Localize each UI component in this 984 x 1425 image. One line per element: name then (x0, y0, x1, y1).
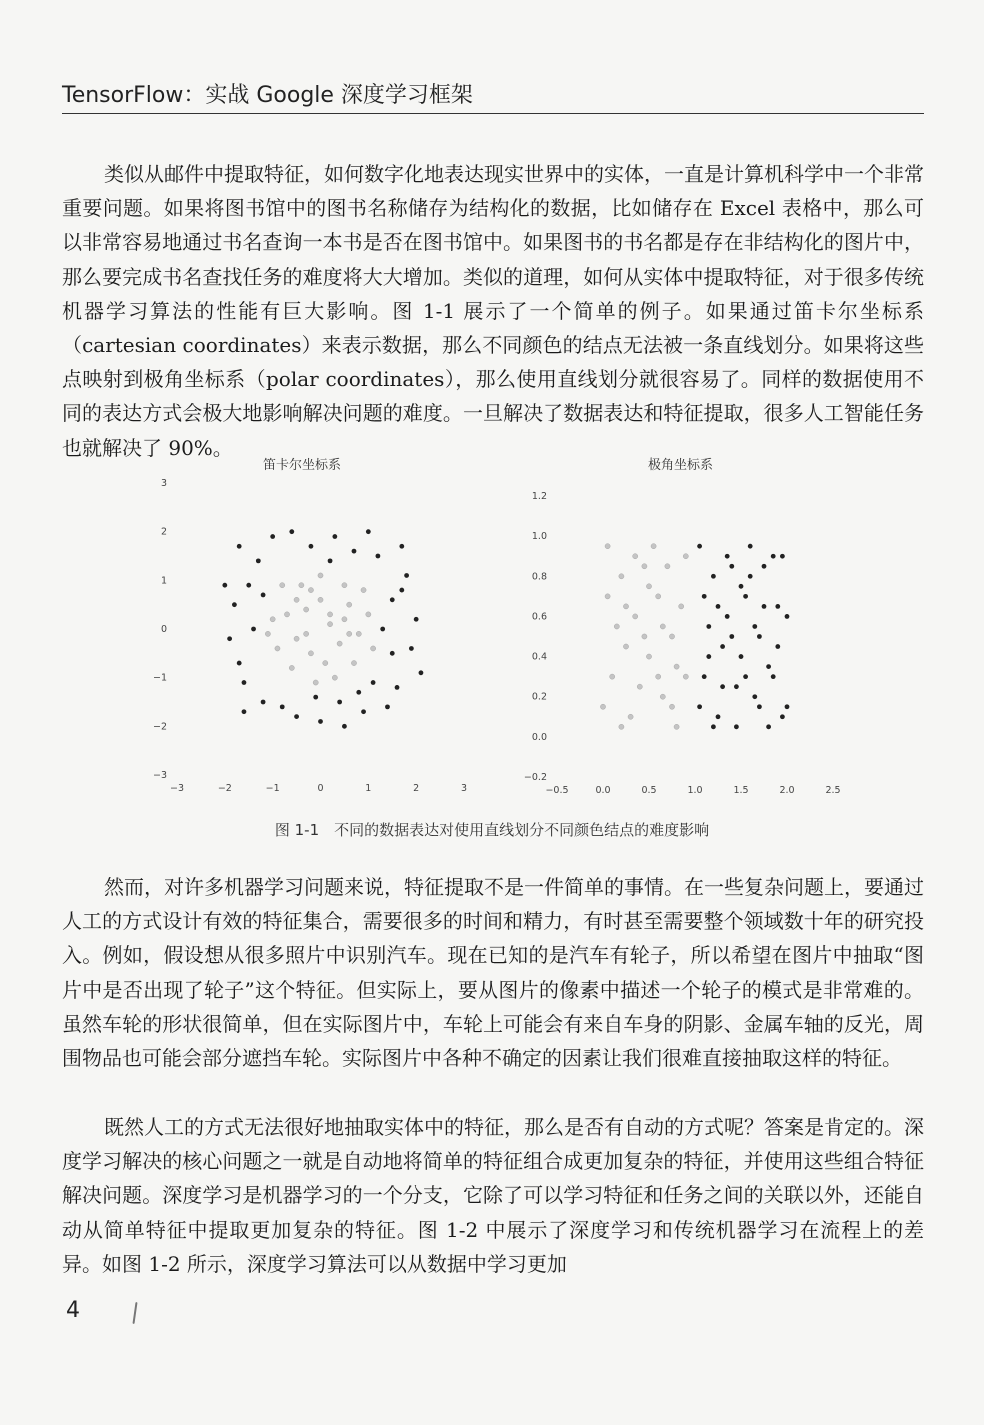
outer-data-point (251, 627, 256, 632)
outer-data-point (771, 554, 776, 559)
x-tick-label: 2.0 (779, 785, 795, 796)
outer-data-point (376, 554, 381, 559)
y-tick-label: 3 (160, 478, 167, 489)
inner-data-point (605, 594, 610, 599)
outer-data-point (734, 724, 739, 729)
outer-data-point (390, 597, 395, 602)
outer-data-point (706, 624, 711, 629)
inner-data-point (280, 583, 285, 588)
y-tick-label: −1 (152, 672, 167, 684)
inner-data-point (332, 675, 337, 680)
inner-data-point (679, 604, 684, 609)
outer-data-point (748, 544, 753, 549)
inner-data-point (623, 644, 628, 649)
inner-data-point (683, 674, 688, 679)
outer-data-point (237, 544, 242, 549)
inner-data-point (270, 617, 275, 622)
outer-data-point (371, 680, 376, 685)
y-tick-label: 0.2 (531, 691, 547, 703)
outer-data-point (294, 714, 299, 719)
cartesian-scatter-chart (142, 475, 482, 800)
inner-data-point (347, 602, 352, 607)
outer-data-point (697, 704, 702, 709)
inner-data-point (327, 622, 332, 627)
outer-data-point (743, 594, 748, 599)
outer-data-point (332, 534, 337, 539)
inner-data-point (642, 564, 647, 569)
outer-data-point (395, 685, 400, 690)
inner-data-point (308, 587, 313, 592)
outer-data-point (725, 554, 730, 559)
inner-data-point (284, 612, 289, 617)
inner-data-point (610, 674, 615, 679)
outer-data-point (752, 624, 757, 629)
outer-data-point (414, 617, 419, 622)
inner-data-point (633, 554, 638, 559)
outer-data-point (706, 654, 711, 659)
inner-data-point (637, 684, 642, 689)
outer-data-point (711, 724, 716, 729)
x-tick-label: 2 (413, 783, 420, 794)
x-tick-label: −1 (265, 783, 280, 794)
inner-data-point (656, 594, 661, 599)
outer-data-point (232, 602, 237, 607)
inner-data-point (313, 680, 318, 685)
inner-data-point (683, 554, 688, 559)
outer-data-point (399, 544, 404, 549)
header-rule (62, 113, 924, 114)
inner-data-point (605, 544, 610, 549)
y-tick-label: 0.8 (531, 571, 547, 583)
outer-data-point (256, 558, 261, 563)
inner-data-point (660, 624, 665, 629)
outer-data-point (242, 680, 247, 685)
outer-data-point (352, 549, 357, 554)
outer-data-point (711, 574, 716, 579)
outer-data-point (702, 674, 707, 679)
y-tick-label: 0 (160, 624, 167, 635)
x-tick-label: −2 (217, 783, 232, 794)
outer-data-point (328, 558, 333, 563)
inner-data-point (646, 584, 651, 589)
outer-data-point (697, 544, 702, 549)
inner-data-point (304, 631, 309, 636)
outer-data-point (762, 564, 767, 569)
outer-data-point (270, 534, 275, 539)
inner-data-point (275, 646, 280, 651)
outer-data-point (227, 636, 232, 641)
inner-data-point (299, 583, 304, 588)
paragraph-1: 类似从邮件中提取特征，如何数字化地表达现实世界中的实体，一直是计算机科学中一个非常重要问题。如果将图书馆中的图书名称储存为结构化的数据，比如储存在 Excel 表格中，那么可以非常容易地通过书名查询一本书是否在图书馆中。如果图书的书名都是存在非结构化的图片中，那么要完成书名查找任务的难度将大大增加。类似的道理，如何从实体中提取特征，对于很多传统机器学习算法的性能有巨大影响。图 1-1 展示了一个简单的例子。如果通过笛卡尔坐标系（cartesian coordinates）来表示数据，那么不同颜色的结点无法被一条直线划分。如果将这些点映射到极角坐标系（polar coordinates），那么使用直线划分就很容易了。同样的数据使用不同的表达方式会极大地影响解决问题的难度。一旦解决了数据表达和特征提取，很多人工智能任务也就解决了 90%。 (62, 162, 924, 460)
paragraph-3: 既然人工的方式无法很好地抽取实体中的特征，那么是否有自动的方式呢？答案是肯定的。深度学习解决的核心问题之一就是自动地将简单的特征组合成更加复杂的特征，并使用这些组合特征解决问题。深度学习是机器学习的一个分支，它除了可以学习特征和任务之间的关联以外，还能自动从简单特征中提取更加复杂的特征。图 1-2 中展示了深度学习和传统机器学习在流程上的差异。如图 1-2 所示，深度学习算法可以从数据中学习更加 (62, 1115, 924, 1276)
x-tick-label: 1 (365, 783, 372, 794)
outer-data-point (318, 719, 323, 724)
inner-data-point (633, 614, 638, 619)
y-tick-label: 1.0 (531, 531, 547, 543)
outer-data-point (385, 704, 390, 709)
y-tick-label: 1 (160, 575, 167, 587)
x-tick-label: 1.0 (687, 785, 703, 796)
y-tick-label: 2 (160, 526, 167, 538)
inner-data-point (361, 587, 366, 592)
inner-data-point (265, 631, 270, 636)
outer-data-point (246, 583, 251, 588)
outer-data-point (725, 614, 730, 619)
x-tick-label: 0 (317, 783, 324, 794)
outer-data-point (720, 684, 725, 689)
outer-data-point (729, 634, 734, 639)
x-tick-label: 2.5 (825, 785, 841, 796)
outer-data-point (409, 646, 414, 651)
inner-data-point (642, 634, 647, 639)
inner-data-point (356, 631, 361, 636)
inner-data-point (674, 664, 679, 669)
outer-data-point (404, 573, 409, 578)
inner-data-point (289, 665, 294, 670)
y-tick-label: 0.4 (531, 651, 547, 663)
inner-data-point (366, 612, 371, 617)
inner-data-point (304, 607, 309, 612)
outer-data-point (289, 529, 294, 534)
outer-data-point (780, 714, 785, 719)
outer-data-point (780, 554, 785, 559)
inner-data-point (665, 564, 670, 569)
inner-data-point (660, 694, 665, 699)
inner-data-point (337, 641, 342, 646)
outer-data-point (419, 670, 424, 675)
inner-data-point (347, 631, 352, 636)
outer-data-point (775, 644, 780, 649)
inner-data-point (342, 583, 347, 588)
x-tick-label: 0.0 (595, 785, 611, 796)
inner-data-point (674, 724, 679, 729)
inner-data-point (628, 714, 633, 719)
outer-data-point (366, 529, 371, 534)
y-tick-label: 1.2 (531, 491, 547, 502)
inner-data-point (294, 597, 299, 602)
outer-data-point (766, 724, 771, 729)
inner-data-point (342, 617, 347, 622)
page-number: 4 (66, 1298, 80, 1323)
inner-data-point (646, 654, 651, 659)
inner-data-point (669, 704, 674, 709)
outer-data-point (380, 627, 385, 632)
inner-data-point (623, 604, 628, 609)
outer-data-point (743, 674, 748, 679)
y-tick-label: −2 (152, 721, 167, 733)
x-tick-label: 3 (460, 783, 468, 794)
outer-data-point (337, 700, 342, 705)
outer-data-point (261, 700, 266, 705)
outer-data-point (757, 704, 762, 709)
inner-data-point (656, 674, 661, 679)
outer-data-point (716, 604, 721, 609)
inner-data-point (614, 624, 619, 629)
outer-data-point (356, 690, 361, 695)
outer-data-point (748, 574, 753, 579)
outer-data-point (361, 709, 366, 714)
outer-data-point (342, 724, 347, 729)
inner-data-point (600, 704, 605, 709)
outer-data-point (729, 564, 734, 569)
outer-data-point (242, 709, 247, 714)
outer-data-point (752, 694, 757, 699)
outer-data-point (734, 684, 739, 689)
outer-data-point (309, 544, 314, 549)
inner-data-point (651, 544, 656, 549)
x-tick-label: 1.5 (733, 785, 749, 796)
inner-data-point (371, 646, 376, 651)
y-tick-label: −0.2 (523, 772, 547, 783)
outer-data-point (390, 651, 395, 656)
outer-data-point (757, 634, 762, 639)
outer-data-point (785, 704, 790, 709)
outer-data-point (399, 588, 404, 593)
outer-data-point (720, 644, 725, 649)
y-tick-label: −3 (152, 770, 167, 781)
inner-data-point (327, 612, 332, 617)
inner-data-point (619, 724, 624, 729)
outer-data-point (261, 593, 266, 598)
running-header: TensorFlow：实战 Google 深度学习框架 (62, 83, 473, 108)
inner-data-point (318, 573, 323, 578)
outer-data-point (739, 584, 744, 589)
inner-data-point (323, 660, 328, 665)
outer-data-point (237, 661, 242, 666)
outer-data-point (771, 674, 776, 679)
cartesian-chart-title: 笛卡尔坐标系 (263, 458, 342, 473)
inner-data-point (619, 574, 624, 579)
outer-data-point (222, 583, 227, 588)
outer-data-point (313, 695, 318, 700)
y-tick-label: 0.6 (531, 611, 547, 623)
outer-data-point (762, 604, 767, 609)
inner-data-point (308, 651, 313, 656)
outer-data-point (716, 714, 721, 719)
x-tick-label: −3 (169, 783, 185, 794)
inner-data-point (294, 636, 299, 641)
outer-data-point (785, 614, 790, 619)
x-tick-label: 0.5 (641, 785, 657, 796)
inner-data-point (669, 634, 674, 639)
x-tick-label: −0.5 (545, 785, 569, 796)
polar-chart-title: 极角坐标系 (648, 458, 714, 473)
inner-data-point (351, 660, 356, 665)
polar-scatter-chart (520, 488, 860, 800)
outer-data-point (766, 664, 771, 669)
outer-data-point (739, 654, 744, 659)
outer-data-point (702, 594, 707, 599)
outer-data-point (775, 604, 780, 609)
margin-mark (132, 1302, 137, 1324)
outer-data-point (280, 704, 285, 709)
inner-data-point (318, 597, 323, 602)
y-tick-label: 0.0 (531, 731, 547, 743)
figure-caption: 图 1-1 不同的数据表达对使用直线划分不同颜色结点的难度影响 (274, 821, 710, 839)
paragraph-2: 然而，对许多机器学习问题来说，特征提取不是一件简单的事情。在一些复杂问题上，要通过人工的方式设计有效的特征集合，需要很多的时间和精力，有时甚至需要整个领域数十年的研究投入。例如，假设想从很多照片中识别汽车。现在已知的是汽车有轮子，所以希望在图片中抽取“图片中是否出现了轮子”这个特征。但实际上，要从图片的像素中描述一个轮子的模式是非常难的。虽然车轮的形状很简单，但在实际图片中，车轮上可能会有来自车身的阴影、金属车轴的反光，周围物品也可能会部分遮挡车轮。实际图片中各种不确定的因素让我们很难直接抽取这样的特征。 (62, 875, 924, 1071)
